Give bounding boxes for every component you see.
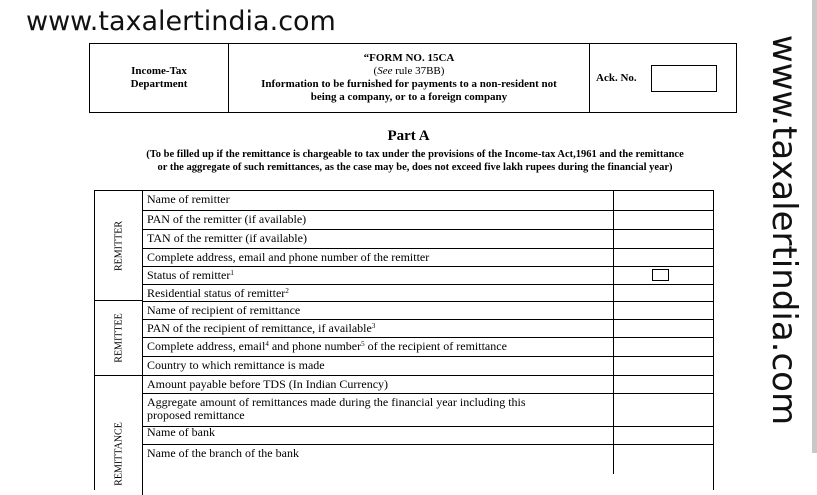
- footnote-ref: 3: [371, 322, 376, 330]
- table-row: [143, 190, 714, 210]
- table-row: [143, 356, 714, 375]
- row-text: Complete address, email: [147, 339, 266, 353]
- form-header: [89, 43, 737, 113]
- department-cell: [90, 44, 229, 112]
- row-label: PAN of the remitter (if available): [147, 212, 307, 226]
- section-label-remittee: REMITTEE: [113, 313, 124, 363]
- note-line-1: (To be filled up if the remittance is chargeable to tax under the provisions of the Income-tax Act,1961 and the remittance: [146, 149, 684, 160]
- footnote-ref: 2: [285, 287, 289, 295]
- row-text: Aggregate amount of remittances made during the financial year including this: [147, 395, 526, 409]
- recipient-address-field[interactable]: [613, 337, 715, 356]
- rule-reference: [374, 65, 445, 78]
- bank-name-field[interactable]: [613, 426, 715, 444]
- row-label: [147, 322, 607, 335]
- amount-payable-field[interactable]: [613, 375, 715, 393]
- row-text: Status of remitter: [147, 268, 231, 282]
- table-row: [143, 248, 714, 266]
- note-line-2: or the aggregate of such remittances, as the case may be, does not exceed five lakh rupees during the financial year): [157, 162, 673, 173]
- row-label: Name of remitter: [147, 192, 230, 206]
- recipient-name-field[interactable]: [613, 301, 715, 319]
- table-row: [143, 426, 714, 444]
- footnote-ref: 5: [361, 340, 365, 348]
- row-text: Residential status of remitter: [147, 286, 286, 300]
- dept-line-1: Income-Tax: [131, 65, 187, 77]
- remitter-pan-field[interactable]: [613, 210, 715, 229]
- section-remitter: [95, 190, 143, 300]
- info-line-1: Information to be furnished for payments to a non-resident not: [261, 78, 557, 90]
- rule-rest: rule 37BB): [392, 65, 445, 77]
- status-checkbox[interactable]: [652, 269, 669, 281]
- info-line-2: being a company, or to a foreign company: [310, 91, 508, 103]
- rule-see: See: [377, 65, 393, 77]
- part-a-table: [94, 190, 714, 490]
- country-field[interactable]: [613, 356, 715, 375]
- rule-open: (: [373, 65, 378, 77]
- remitter-address-field[interactable]: [613, 248, 715, 266]
- scrollbar-edge: [812, 0, 817, 453]
- row-label: Name of recipient of remittance: [147, 303, 301, 317]
- part-title: Part A: [387, 128, 430, 144]
- row-label: TAN of the remitter (if available): [147, 231, 307, 245]
- row-label: Name of the branch of the bank: [147, 446, 299, 460]
- row-label: [147, 396, 607, 422]
- ack-number-field[interactable]: [651, 65, 717, 92]
- bank-branch-field[interactable]: [613, 444, 715, 474]
- row-text: and phone number: [268, 339, 362, 353]
- remitter-status-field: [613, 266, 715, 284]
- table-row: [143, 210, 714, 229]
- table-row: [143, 444, 714, 474]
- table-row: [143, 284, 714, 301]
- footnote-ref: 4: [265, 340, 269, 348]
- aggregate-amount-field[interactable]: [613, 393, 715, 426]
- table-row: [143, 393, 714, 426]
- residential-status-field[interactable]: [613, 284, 715, 301]
- remitter-name-field[interactable]: [613, 190, 715, 210]
- ack-cell: [590, 44, 736, 112]
- watermark-top: www.taxalertindia.com: [26, 6, 336, 37]
- part-note: [100, 148, 730, 174]
- row-text: of the recipient of remittance: [364, 339, 507, 353]
- row-label: [147, 287, 607, 300]
- row-label: [147, 340, 607, 353]
- row-text: PAN of the recipient of remittance, if available: [147, 321, 372, 335]
- table-row: [143, 229, 714, 248]
- table-row: [143, 301, 714, 319]
- row-label: [147, 269, 607, 282]
- row-label: Complete address, email and phone number of the remitter: [147, 250, 430, 264]
- ack-label: Ack. No.: [596, 71, 637, 84]
- footnote-ref: 1: [230, 269, 234, 277]
- form-title-cell: [229, 44, 590, 112]
- row-text: proposed remittance: [147, 408, 245, 422]
- row-label: Name of bank: [147, 425, 215, 439]
- recipient-pan-field[interactable]: [613, 319, 715, 337]
- section-label-remitter: REMITTER: [113, 220, 124, 271]
- section-remittance: [95, 375, 143, 495]
- dept-line-2: Department: [130, 78, 188, 90]
- section-label-remittance: REMITTANCE: [113, 422, 124, 486]
- table-row: [143, 337, 714, 356]
- table-row: [143, 375, 714, 393]
- row-label: Country to which remittance is made: [147, 358, 325, 372]
- row-label: Amount payable before TDS (In Indian Currency): [147, 377, 389, 391]
- form-number: “FORM NO. 15CA: [363, 52, 455, 64]
- table-row: [143, 266, 714, 284]
- section-remittee: [95, 300, 143, 375]
- watermark-side: www.taxalertindia.com: [764, 34, 804, 426]
- table-row: [143, 319, 714, 337]
- remitter-tan-field[interactable]: [613, 229, 715, 248]
